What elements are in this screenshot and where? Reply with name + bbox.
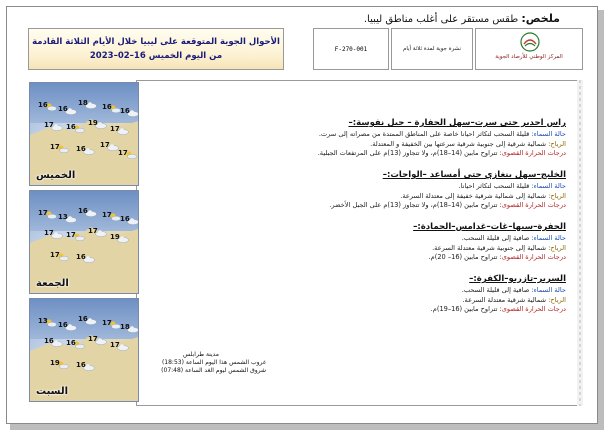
forecast-map-day3 bbox=[29, 298, 139, 402]
summary bbox=[140, 12, 560, 25]
map-temperature: 16 bbox=[66, 123, 76, 131]
wind-text: شمالية شرقية إلى جنوبية شرقية سرعتها بين الخفيفة و المعتدلة. bbox=[370, 139, 549, 148]
region-heading: الجفرة–سبها–غات–غدامس–الحمادة:– bbox=[413, 222, 566, 232]
wind-label: الرياح: bbox=[548, 191, 566, 200]
map-temperature: 16 bbox=[120, 215, 130, 223]
forecast-maps bbox=[29, 82, 139, 402]
map-temperature: 16 bbox=[38, 101, 48, 109]
region-section-southwest bbox=[146, 222, 566, 263]
sky-text: قليلة السحب لتكاثر احيانا. bbox=[458, 182, 532, 190]
document-code: F-270-001 bbox=[313, 28, 389, 70]
map-temperature: 17 bbox=[66, 231, 76, 239]
sunset-time: غروب الشمس هذا اليوم الساعة (18:53) bbox=[161, 359, 266, 366]
temp-label: درجات الحرارة القصوى: bbox=[499, 253, 566, 261]
map-temperature: 13 bbox=[58, 213, 68, 221]
map-day-label: الخميس bbox=[36, 170, 76, 181]
map-temperature: 17 bbox=[102, 319, 112, 327]
decorative-border bbox=[577, 80, 583, 406]
bulletin-type: نشرة جوية لمدة ثلاثة أيام bbox=[391, 28, 473, 70]
sun-times bbox=[136, 351, 266, 375]
map-temperature: 17 bbox=[88, 335, 98, 343]
wind-text: شمالية إلى جنوبية شرقية معتدلة السرعة. bbox=[432, 243, 549, 252]
map-temperature: 16 bbox=[66, 339, 76, 347]
summary-text: طقس مستقر على أغلب مناطق ليبيا. bbox=[363, 14, 519, 25]
wind-text: شمالية شرقية معتدلة السرعة. bbox=[462, 295, 549, 304]
map-temperature: 16 bbox=[44, 337, 54, 345]
map-temperature: 16 bbox=[78, 315, 88, 323]
region-section-west bbox=[146, 118, 566, 159]
temp-text: تتراوح مابين (16– 20)م. bbox=[428, 253, 500, 261]
map-temperature: 17 bbox=[50, 143, 60, 151]
map-temperature: 16 bbox=[76, 145, 86, 153]
map-temperature: 16 bbox=[76, 361, 86, 369]
map-temperature: 17 bbox=[110, 341, 120, 349]
sky-label: حالة السماء: bbox=[531, 234, 566, 242]
region-heading: راس اجدير حتى سرت–سهل الجفارة – جبل نفوسة:– bbox=[348, 118, 566, 128]
map-temperature: 17 bbox=[88, 227, 98, 235]
wind-text: شمالية إلى شمالية شرقية خفيفة إلى معتدلة السرعة. bbox=[400, 191, 549, 200]
bulletin-title-box bbox=[28, 28, 284, 70]
temp-text: تتراوح مابين (14–18)م، ولا تتجاوز (13)م على الجبل الأخضر. bbox=[329, 201, 500, 209]
bulletin-date: من اليوم الخميس 16–02–2023 bbox=[89, 51, 223, 61]
sky-label: حالة السماء: bbox=[531, 130, 566, 138]
map-temperature: 16 bbox=[76, 253, 86, 261]
map-temperature: 16 bbox=[58, 105, 68, 113]
region-section-east bbox=[146, 170, 566, 211]
map-temperature: 17 bbox=[50, 251, 60, 259]
map-temperature: 17 bbox=[110, 125, 120, 133]
sky-label: حالة السماء: bbox=[531, 286, 566, 294]
sky-text: صافية إلى قليلة السحب. bbox=[461, 286, 532, 294]
map-temperature: 16 bbox=[58, 321, 68, 329]
wind-label: الرياح: bbox=[548, 139, 566, 148]
sun-city: مدينة طرابلس bbox=[182, 351, 220, 358]
map-temperature: 19 bbox=[110, 233, 120, 241]
wind-label: الرياح: bbox=[548, 295, 566, 304]
map-temperature: 19 bbox=[88, 119, 98, 127]
region-heading: السرير–تازربو–الكفرة:– bbox=[469, 274, 566, 284]
region-section-southeast bbox=[146, 274, 566, 315]
map-temperature: 17 bbox=[38, 209, 48, 217]
sky-label: حالة السماء: bbox=[531, 182, 566, 190]
sunrise-time: شروق الشمس ليوم الغد الساعة (07:48) bbox=[161, 367, 266, 374]
organization-box bbox=[475, 28, 583, 70]
temp-label: درجات الحرارة القصوى: bbox=[499, 149, 566, 157]
forecast-map-day2 bbox=[29, 190, 139, 294]
map-day-label: الجمعة bbox=[36, 278, 69, 289]
forecast-map-day1 bbox=[29, 82, 139, 186]
map-temperature: 17 bbox=[44, 229, 54, 237]
map-temperature: 17 bbox=[44, 121, 54, 129]
map-temperature: 16 bbox=[120, 107, 130, 115]
map-temperature: 17 bbox=[102, 211, 112, 219]
temp-text: تتراوح مابين (16–19)م. bbox=[430, 305, 500, 313]
sky-text: صافية إلى قليلة السحب. bbox=[461, 234, 532, 242]
temp-label: درجات الحرارة القصوى: bbox=[499, 201, 566, 209]
map-temperature: 13 bbox=[38, 317, 48, 325]
map-temperature: 16 bbox=[102, 103, 112, 111]
summary-label: ملخص: bbox=[521, 12, 560, 25]
wind-label: الرياح: bbox=[548, 243, 566, 252]
sky-text: قليلة السحب لتكاثر احيانا خاصة على المناطق الممتدة من مصراته إلى سرت. bbox=[318, 130, 532, 138]
bulletin-title: الأحوال الجوية المتوقعة على ليبيا خلال الأيام الثلاثة القادمة bbox=[32, 37, 280, 47]
map-temperature: 19 bbox=[50, 359, 60, 367]
map-temperature: 17 bbox=[118, 149, 128, 157]
temp-label: درجات الحرارة القصوى: bbox=[499, 305, 566, 313]
map-temperature: 18 bbox=[78, 99, 88, 107]
met-logo-icon bbox=[520, 32, 540, 52]
map-day-label: السبت bbox=[36, 386, 69, 397]
map-temperature: 16 bbox=[78, 207, 88, 215]
map-temperature: 17 bbox=[100, 141, 110, 149]
map-temperature: 18 bbox=[120, 323, 130, 331]
region-heading: الخليج–سهل بنغازي حتى أمساعد –الواحات:– bbox=[382, 170, 566, 180]
temp-text: تتراوح مابين (14–18)م، ولا تتجاوز (13)م على المرتفعات الجبلية. bbox=[317, 149, 500, 157]
organization-name: المركز الوطني للأرصاد الجوية bbox=[495, 54, 563, 60]
